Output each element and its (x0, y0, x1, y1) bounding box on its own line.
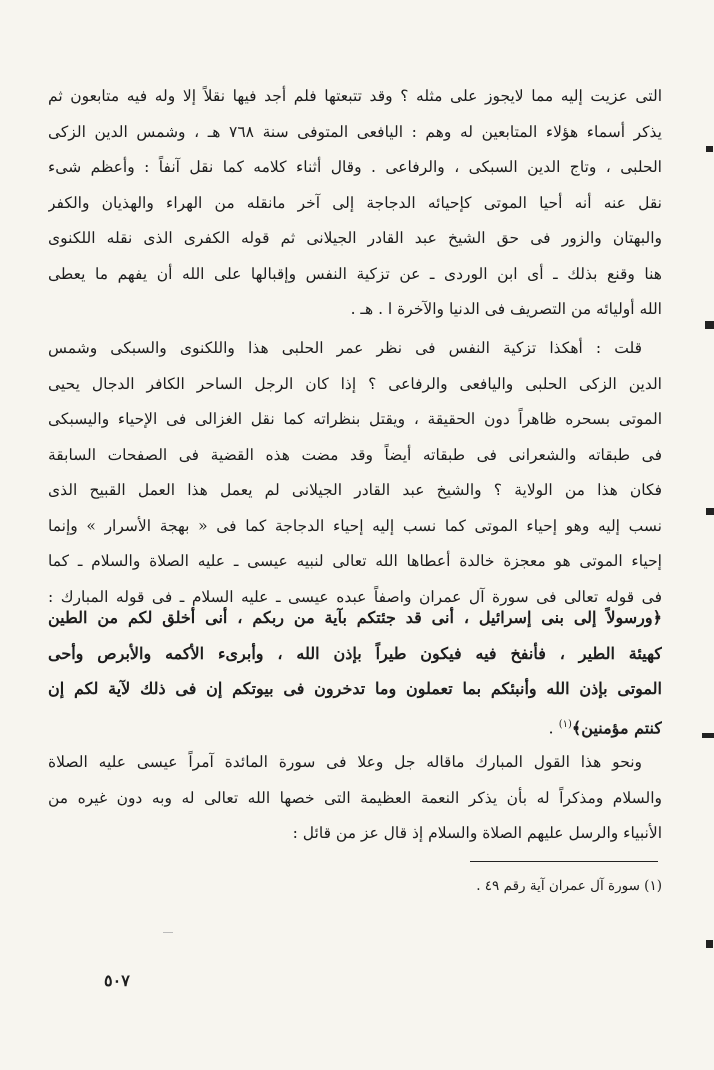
paragraph-2 (48, 331, 662, 615)
text-line: هنا وقنع بذلك ـ أى ابن الوردى ـ عن تزكية النفس وإقبالها على الله أن يفهم ما يعطى (48, 264, 662, 283)
text-line: والسلام ومذكراً له بأن يذكر النعمة العظيمة التى خصها الله تعالى له وبه دون غيره من (48, 788, 662, 807)
margin-mark (706, 146, 713, 152)
text-line: نقل عنه أنه أحيا الموتى كإحيائه الدجاجة إلى آخر مانقله من الهراء والهذيان والكفر (48, 193, 662, 212)
verse-line: الموتى بإذن الله وأنبئكم بما تعملون وما تدخرون فى بيوتكم إن فى ذلك لآية لكم إن (48, 679, 662, 698)
text-line: الموتى بسحره ظاهراً دون الحقيقة ، ويقتل بنظراته كما نقل الغزالى فى الإحياء واليسبكى (48, 410, 662, 428)
text-line: نسب إليه وهو إحياء الموتى كما نسب إليه إحياء الدجاجة كما فى « بهجة الأسرار » وإنما (48, 516, 662, 535)
text-line: ونحو هذا القول المبارك ماقاله جل وعلا فى سورة المائدة آمراً عيسى عليه الصلاة (48, 753, 642, 771)
page-number: ٥٠٧ (104, 971, 130, 990)
scan-speck (163, 932, 173, 933)
text-line: الحلبى ، وتاج الدين السبكى ، والرفاعى . وقال أثناء كلامه كما نقل آنفاً : وأعظم شىء (48, 158, 662, 176)
footnote-ref: (١) (558, 718, 572, 730)
footnote-separator (470, 861, 658, 862)
verse-end-text: كنتم مؤمنين﴾ (571, 717, 662, 737)
margin-mark (702, 733, 714, 738)
paragraph-1 (48, 79, 662, 328)
text-line: فى قوله تعالى فى سورة آل عمران واصفاً عبده عيسى ـ عليه السلام ـ فى قوله المبارك : (48, 587, 662, 606)
text-line: التى عزيت إليه مما لايجوز على مثله ؟ وقد تتبعتها فلم أجد فيها نقلاً إلا وله فيه متابعون ثم (48, 87, 662, 105)
text-line: يذكر أسماء هؤلاء المتابعين له وهم : اليافعى المتوفى سنة ٧٦٨ هـ ، وشمس الدين الزكى (48, 122, 662, 141)
text-line: فكان هذا من الولاية ؟ والشيخ عبد القادر الجيلانى لم يعمل هذا العمل القبيح الذى (48, 481, 662, 499)
text-line: فى طبقاته والشعرانى فى طبقاته أيضاً وقد مضت هذه القضية فى الصفحات السابقة (48, 445, 662, 464)
margin-mark (706, 940, 713, 948)
verse-line: كهيئة الطير ، فأنفخ فيه فيكون طيراً بإذن الله ، وأبرىء الأكمه والأبرص وأحى (48, 643, 662, 663)
verse-line-last (48, 707, 662, 743)
paragraph-3 (48, 745, 662, 852)
text-line: إحياء الموتى هو معجزة خالدة أعطاها الله تعالى لنبيه عيسى ـ عليه الصلاة والسلام ـ كما (48, 552, 662, 570)
text-line: الأنبياء والرسل عليهم الصلاة والسلام إذ قال عز من قائل : (292, 824, 662, 842)
margin-mark (706, 508, 714, 515)
text-line: قلت : أهكذا تزكية النفس فى نظر عمر الحلبى هذا واللكنوى والسبكى وشمس (48, 339, 642, 357)
margin-mark (705, 321, 714, 329)
quran-verse (48, 600, 662, 742)
verse-line: ﴿ورسولاً إلى بنى إسرائيل ، أنى قد جئتكم بآية من ربكم ، أنى أخلق لكم من الطين (48, 608, 662, 627)
footnote: (١) سورة آل عمران آية رقم ٤٩ . (476, 878, 662, 894)
text-line: الدين الزكى الحلبى واليافعى والرفاعى ؟ إذا كان الرجل الساحر الكافر الدجال يحيى (48, 374, 662, 393)
text-line: والبهتان والزور فى حق الشيخ عبد القادر الجيلانى ثم قوله الكفرى الذى نقله اللكنوى (48, 229, 662, 247)
text-line: الله أوليائه من التصريف فى الدنيا والآخرة ا . هـ . (350, 300, 662, 318)
verse-terminator: . (548, 717, 559, 737)
